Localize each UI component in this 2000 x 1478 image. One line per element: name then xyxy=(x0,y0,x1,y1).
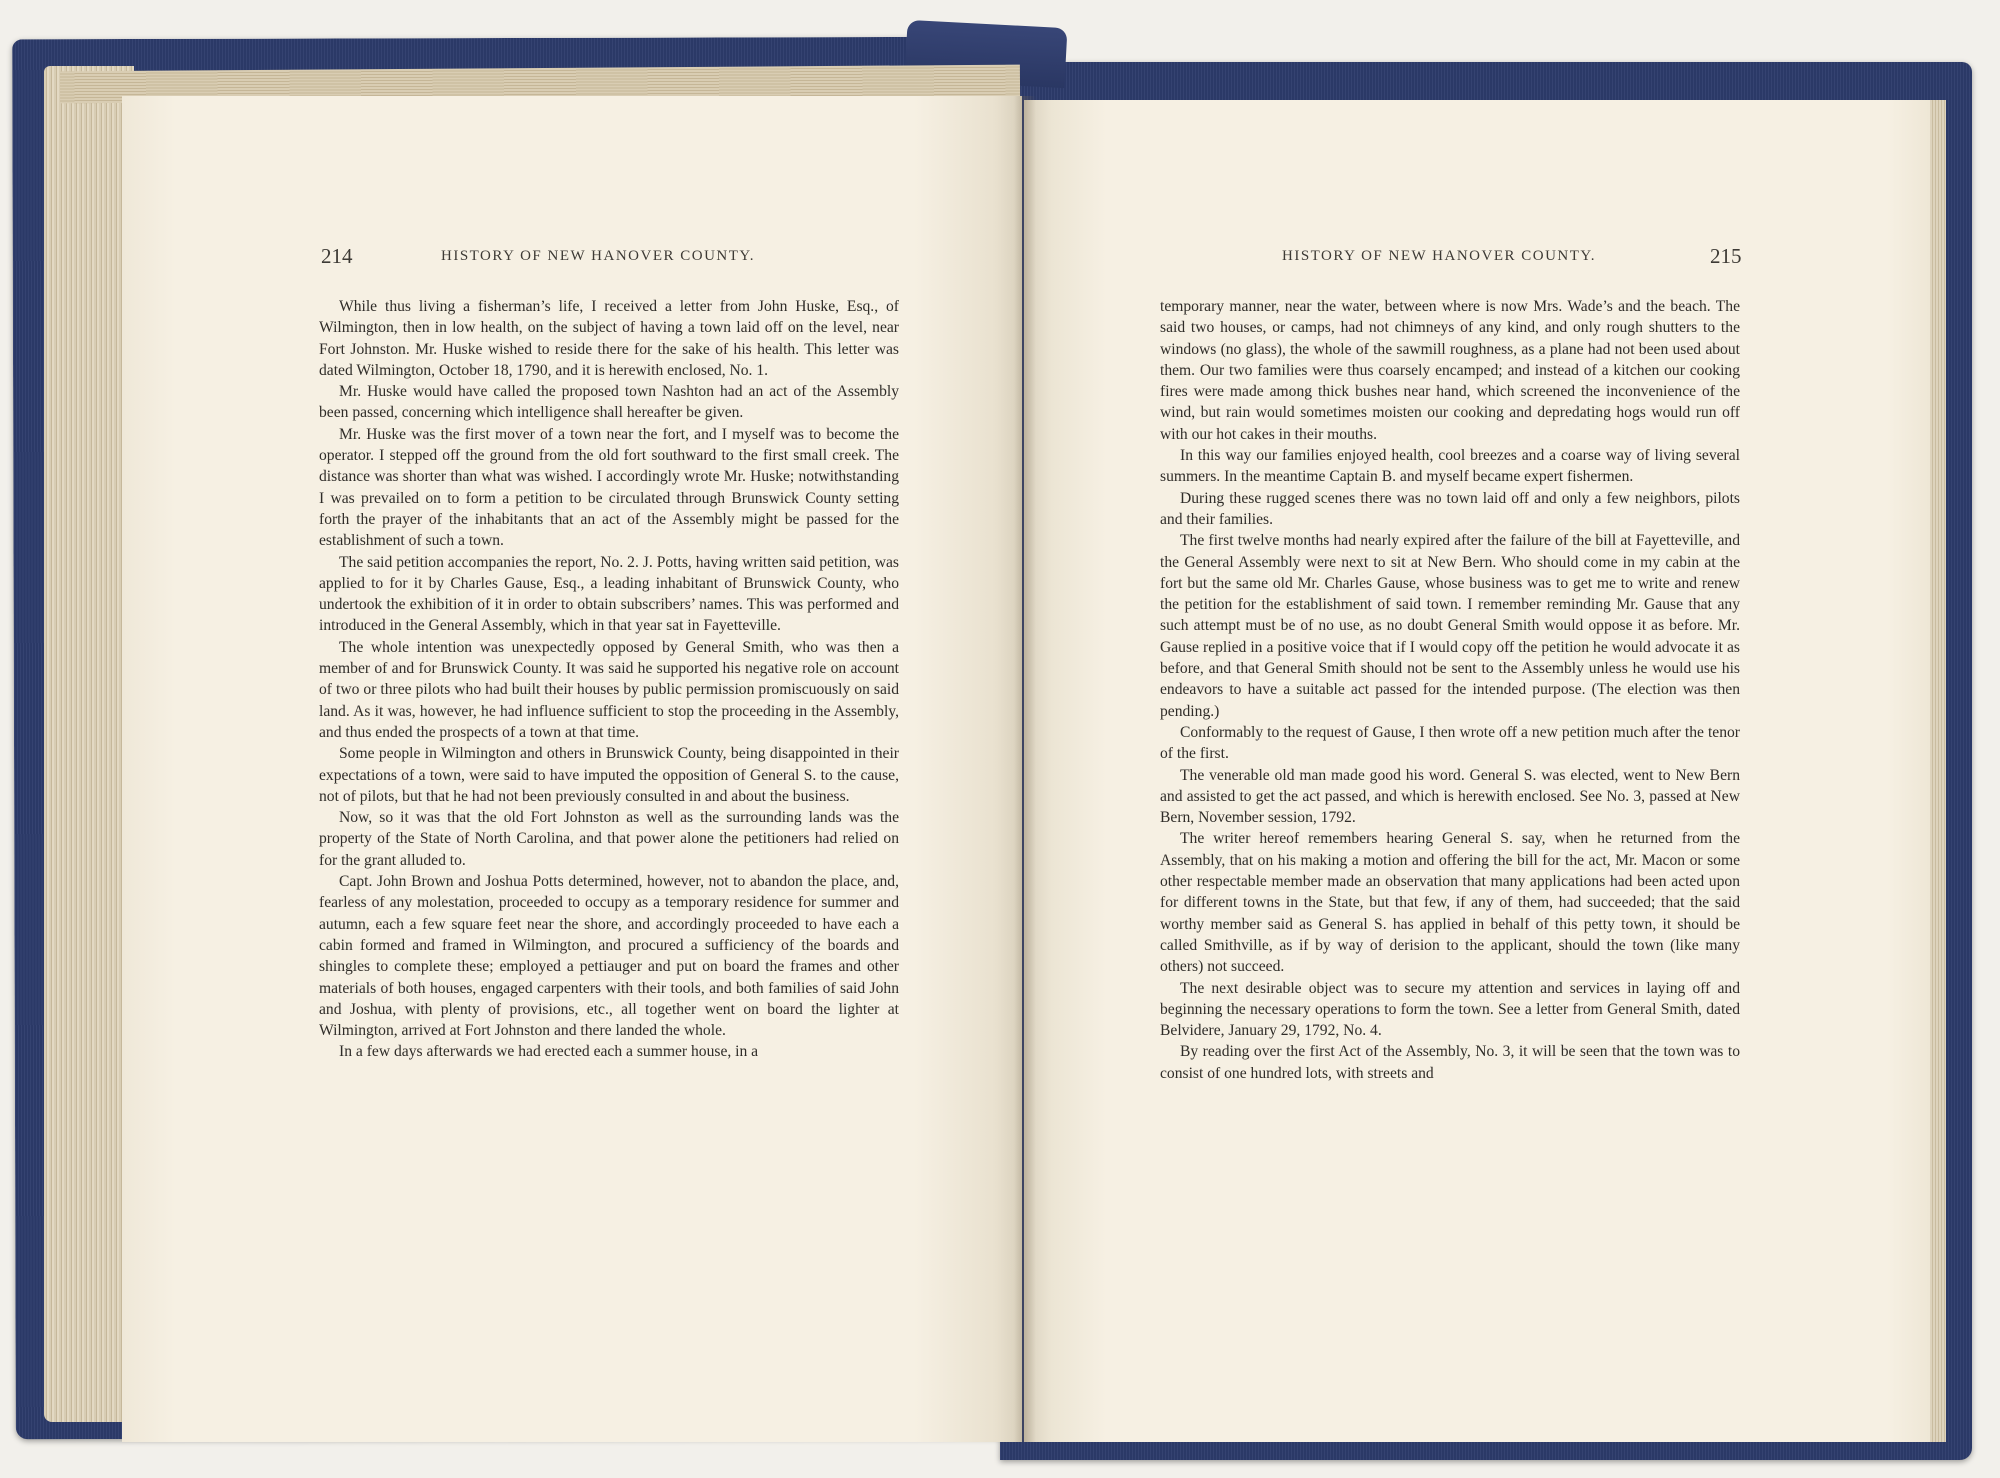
paragraph: In a few days afterwards we had erected each a summer house, in a xyxy=(339,1043,759,1061)
right-page-number: 215 xyxy=(1710,244,1742,268)
paragraph: Mr. Huske was the first mover of a town near the fort, and I myself was to become the operator. I stepped off the ground from the old fort southward to the first small creek. The distance was shorter than what was wished. I accordingly wrote Mr. Huske; notwithstanding I was prevailed on to form a petition to be circulated through Brunswick County setting forth the prayer of the inhabitants that an act of the Assembly might be passed for the establishment of such a town. xyxy=(319,425,899,550)
paragraph: The first twelve months had nearly expired after the failure of the bill at Fayetteville, and the General Assembly were next to sit at New Bern. Who should come in my cabin at the fort but the same old Mr. Charles Gause, whose business was to get me to write and renew the petition for the establishment of said town. I remember reminding Mr. Gause that any such attempt must be of no use, as no doubt General Smith would oppose it as before. Mr. Gause replied in a positive voice that if I would copy off the petition he would advocate it as before, and that General Smith should not be sent to the Assembly unless he would use his endeavors to have a suitable act passed for the intended purpose. (The election was then pending.) xyxy=(1160,532,1740,720)
paragraph: In this way our families enjoyed health, cool breezes and a coarse way of living several summers. In the meantime Captain B. and myself became expert fishermen. xyxy=(1160,447,1740,486)
paragraph: During these rugged scenes there was no town laid off and only a few neighbors, pilots and their families. xyxy=(1160,489,1740,528)
right-running-head: HISTORY OF NEW HANOVER COUNTY. xyxy=(1282,248,1597,264)
paragraph: While thus living a fisherman’s life, I received a letter from John Huske, Esq., of Wilmington, then in low health, on the subject of having a town laid off on the level, near Fort Johnston. Mr. Huske wished to reside there for the sake of his health. This letter was dated Wilmington, October 18, 1790, and it is herewith enclosed, No. 1. xyxy=(319,298,899,379)
paragraph: Mr. Huske would have called the proposed town Nashton had an act of the Assembly been passed, concerning which intelligence shall hereafter be given. xyxy=(319,383,899,422)
right-page-body xyxy=(1160,296,1740,1084)
paragraph: Some people in Wilmington and others in Brunswick County, being disappointed in their expectations of a town, were said to have imputed the opposition of General S. to the cause, not of pilots, but that he had not been previously consulted in and about the business. xyxy=(319,745,899,805)
paragraph: By reading over the first Act of the Assembly, No. 3, it will be seen that the town was to consist of one hundred lots, with streets and xyxy=(1160,1043,1740,1082)
paragraph: The next desirable object was to secure my attention and services in laying off and beginning the necessary operations to form the town. See a letter from General Smith, dated Belvidere, January 29, 1792, No. 4. xyxy=(1160,979,1740,1040)
left-page-body xyxy=(319,296,899,1063)
left-page-number: 214 xyxy=(321,244,353,268)
paragraph: Now, so it was that the old Fort Johnston as well as the surrounding lands was the property of the State of North Carolina, and that power alone the petitioners had relied on for the grant alluded to. xyxy=(319,809,899,869)
book-gutter xyxy=(1014,96,1036,1442)
left-running-head: HISTORY OF NEW HANOVER COUNTY. xyxy=(441,248,756,264)
paragraph: The whole intention was unexpectedly opposed by General Smith, who was then a member of and for Brunswick County. It was said he supported his negative role on account of two or three pilots who had built their houses by public permission promiscuously on said land. As it was, however, he had influence sufficient to stop the proceeding in the Assembly, and thus ended the prospects of a town at that time. xyxy=(319,638,899,741)
right-page-edge xyxy=(1930,100,1946,1442)
paragraph: The said petition accompanies the report, No. 2. J. Potts, having written said petition, was applied to for it by Charles Gause, Esq., a leading inhabitant of Brunswick County, who undertook the exhibition of it in order to obtain subscribers’ names. This was performed and introduced in the General Assembly, which in that year sat in Fayetteville. xyxy=(319,553,899,635)
paragraph-continuation: temporary manner, near the water, between where is now Mrs. Wade’s and the beach. The said two houses, or camps, had not chimneys of any kind, and only rough shutters to the windows (no glass), the whole of the sawmill roughness, as a plane had not been used about them. Our two families were thus coarsely encamped; and instead of a kitchen our cooking fires were made among thick bushes near hand, which screened the inconvenience of the wind, but rain would sometimes moisten our cooking and depredating hogs would run off with our hot cakes in their mouths. xyxy=(1160,298,1740,443)
page-fore-edge xyxy=(44,66,134,1422)
paragraph: The venerable old man made good his word. General S. was elected, went to New Bern and assisted to get the act passed, and which is herewith enclosed. See No. 3, passed at New Bern, November session, 1792. xyxy=(1160,766,1740,827)
paragraph: Capt. John Brown and Joshua Potts determined, however, not to abandon the place, and, fearless of any molestation, proceeded to occupy as a temporary residence for summer and autumn, each a few square feet near the shore, and accordingly proceeded to have each a cabin formed and framed in Wilmington, and procured a sufficiency of the boards and shingles to complete these; employed a pettiauger and put on board the frames and other materials of both houses, engaged carpenters with their tools, and both families of said John and Joshua, with plenty of provisions, etc., all together went on board the lighter at Wilmington, arrived at Fort Johnston and there landed the whole. xyxy=(319,873,899,1040)
paragraph: Conformably to the request of Gause, I then wrote off a new petition much after the tenor of the first. xyxy=(1160,723,1740,763)
paragraph: The writer hereof remembers hearing General S. say, when he returned from the Assembly, that on his making a motion and offering the bill for the act, Mr. Macon or some other respectable member made an observation that many applications had been acted upon for different towns in the State, but that few, if any of them, had succeeded; that the said worthy member said as General S. has applied in behalf of this petty town, it should be called Smithville, as if by way of derision to the applicant, should the town (like many others) not succeed. xyxy=(1160,830,1740,976)
